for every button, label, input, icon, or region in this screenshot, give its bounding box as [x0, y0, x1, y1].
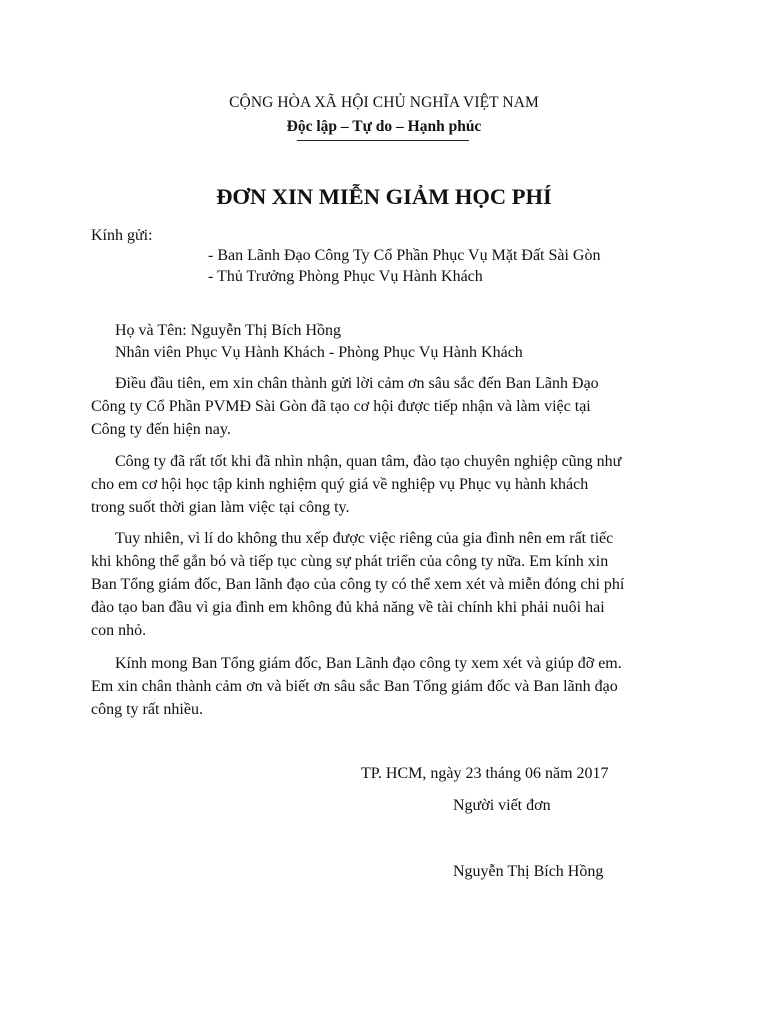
paragraph-line: Công ty Cổ Phần PVMĐ Sài Gòn đã tạo cơ hội được tiếp nhận và làm việc tại [91, 398, 591, 415]
recipient-item: - Thủ Trưởng Phòng Phục Vụ Hành Khách [208, 268, 483, 285]
paragraph-line: Ban Tổng giám đốc, Ban lãnh đạo của công ty có thể xem xét và miễn đóng chi phí [91, 576, 625, 593]
paragraph-line: con nhỏ. [91, 622, 147, 639]
signer-role: Người viết đơn [453, 797, 551, 814]
paragraph-line: Công ty đã rất tốt khi đã nhìn nhận, quan tâm, đào tạo chuyên nghiệp cũng như [115, 453, 622, 470]
signer-name: Nguyễn Thị Bích Hồng [453, 863, 604, 880]
document-title: ĐƠN XIN MIỄN GIẢM HỌC PHÍ [216, 184, 552, 209]
applicant-name: Họ và Tên: Nguyễn Thị Bích Hồng [115, 322, 342, 339]
place-date: TP. HCM, ngày 23 tháng 06 năm 2017 [361, 765, 609, 782]
recipients-label: Kính gửi: [91, 227, 153, 244]
national-header: CỘNG HÒA XÃ HỘI CHỦ NGHĨA VIỆT NAM [229, 94, 539, 111]
recipient-item: - Ban Lãnh Đạo Công Ty Cổ Phần Phục Vụ Mặt Đất Sài Gòn [208, 247, 601, 264]
paragraph-line: Kính mong Ban Tổng giám đốc, Ban Lãnh đạo công ty xem xét và giúp đỡ em. [115, 655, 622, 672]
paragraph-line: cho em cơ hội học tập kinh nghiệm quý giá về nghiệp vụ Phục vụ hành khách [91, 476, 589, 493]
paragraph-line: công ty rất nhiều. [91, 701, 203, 718]
paragraph-line: Điều đầu tiên, em xin chân thành gửi lời cảm ơn sâu sắc đến Ban Lãnh Đạo [115, 375, 599, 392]
paragraph-line: khi không thể gắn bó và tiếp tục cùng sự phát triển của công ty nữa. Em kính xin [91, 553, 609, 570]
paragraph-line: đào tạo ban đầu vì gia đình em không đủ khả năng về tài chính khi phải nuôi hai [91, 599, 605, 616]
paragraph-line: Em xin chân thành cảm ơn và biết ơn sâu sắc Ban Tổng giám đốc và Ban lãnh đạo [91, 678, 618, 695]
paragraph-line: Công ty đến hiện nay. [91, 421, 231, 438]
applicant-position: Nhân viên Phục Vụ Hành Khách - Phòng Phục Vụ Hành Khách [115, 344, 523, 361]
paragraph-line: Tuy nhiên, vì lí do không thu xếp được việc riêng của gia đình nên em rất tiếc [115, 530, 614, 547]
national-motto: Độc lập – Tự do – Hạnh phúc [286, 118, 482, 135]
paragraph-line: trong suốt thời gian làm việc tại công ty. [91, 499, 350, 516]
motto-underline [297, 140, 469, 141]
